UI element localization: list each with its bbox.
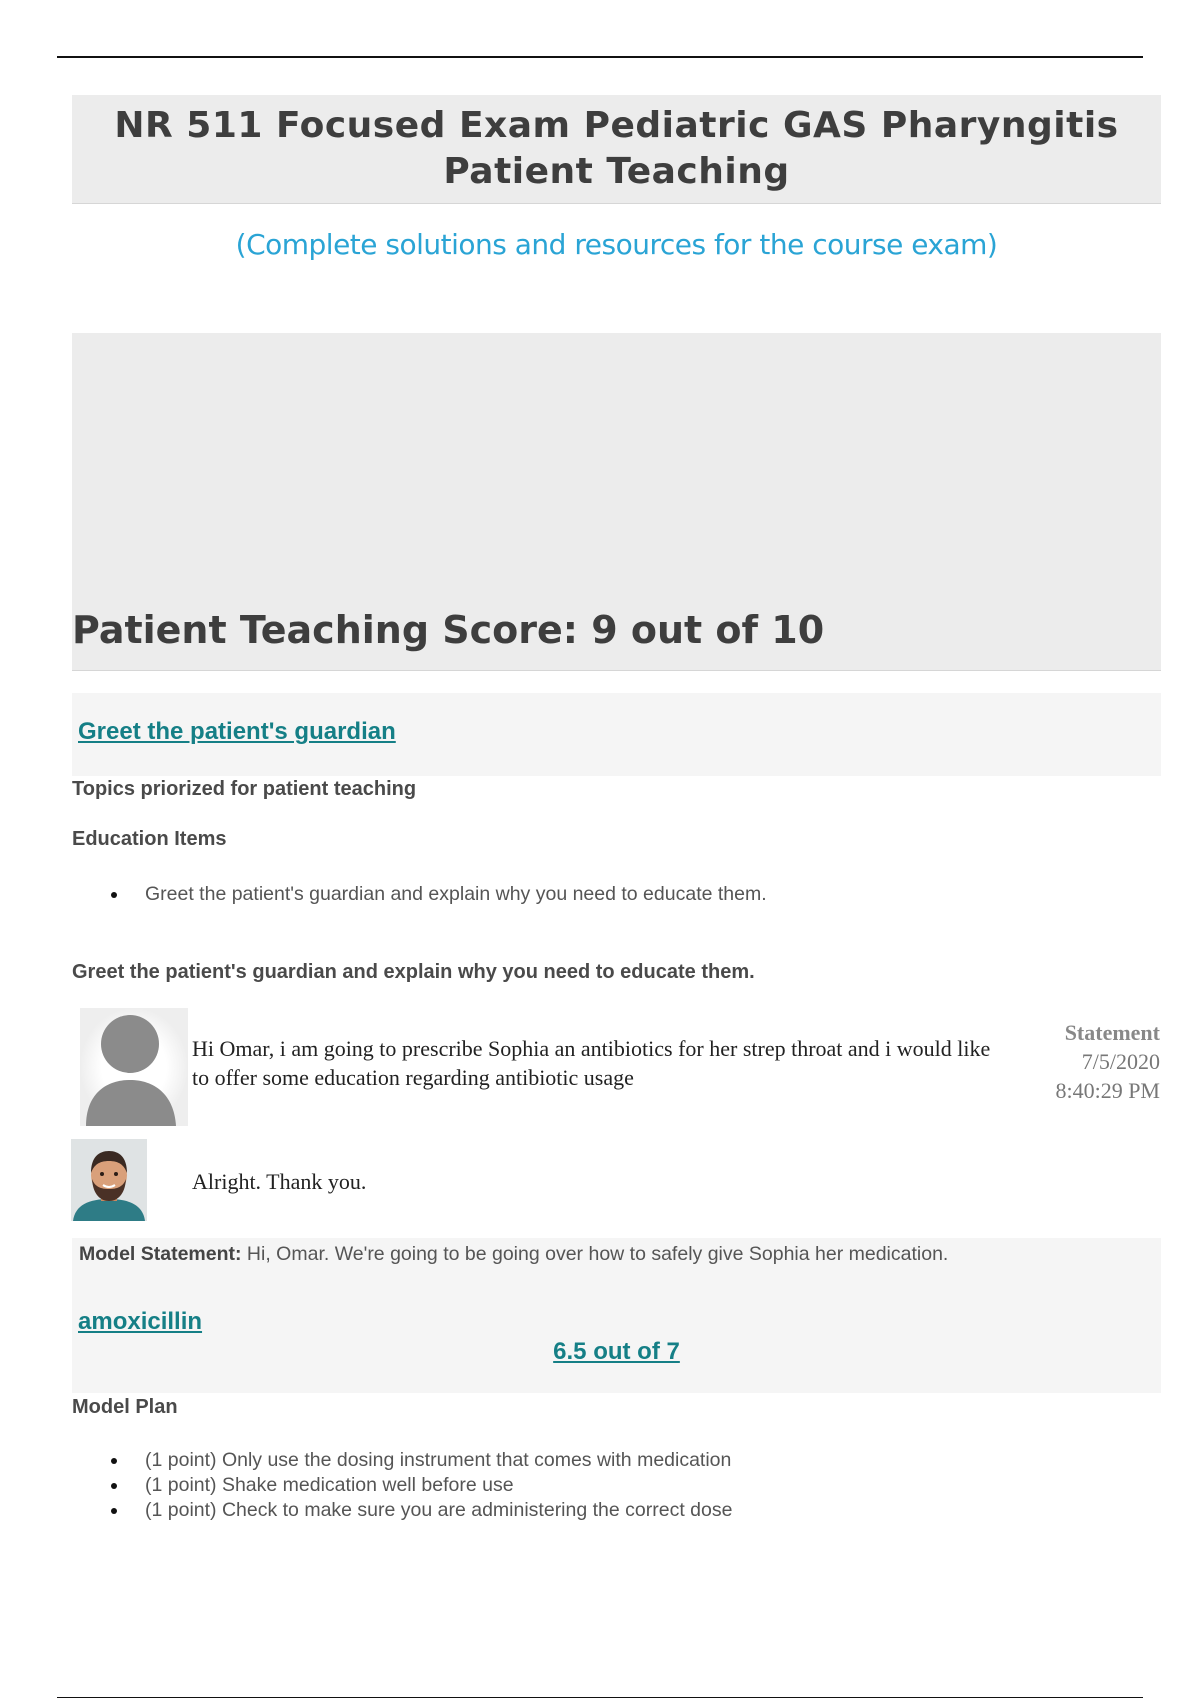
model-statement-box xyxy=(72,1238,1161,1393)
document-title: NR 511 Focused Exam Pediatric GAS Pharyngitis Patient Teaching xyxy=(114,105,1119,192)
amoxicillin-link[interactable]: amoxicillin xyxy=(78,1308,203,1335)
model-plan-list xyxy=(72,1448,732,1523)
education-items-label: Education Items xyxy=(72,828,227,850)
plan-item: (1 point) Shake medication well before use xyxy=(72,1473,732,1498)
question-heading: Greet the patient's guardian and explain why you need to educate them. xyxy=(72,961,755,983)
model-plan-label: Model Plan xyxy=(72,1396,178,1418)
model-statement-label: Model Statement: xyxy=(79,1243,242,1265)
message-date: 7/5/2020 xyxy=(1081,1049,1160,1074)
top-rule xyxy=(57,56,1143,58)
model-statement-text: Hi, Omar. We're going to be going over how to safely give Sophia her medication. xyxy=(241,1243,949,1265)
guardian-avatar-icon xyxy=(71,1139,147,1226)
message-time: 8:40:29 PM xyxy=(1055,1078,1160,1103)
bottom-rule xyxy=(57,1697,1143,1698)
plan-item: (1 point) Check to make sure you are administering the correct dose xyxy=(72,1498,732,1523)
greet-guardian-link[interactable]: Greet the patient's guardian xyxy=(78,718,396,745)
provider-avatar-icon xyxy=(80,1008,188,1131)
education-items-list xyxy=(72,882,767,907)
provider-message: Hi Omar, i am going to prescribe Sophia an antibiotics for her strep throat and i would like to offer some education regarding antibiotic usage xyxy=(192,1036,991,1090)
guardian-message: Alright. Thank you. xyxy=(192,1169,367,1194)
amoxicillin-score xyxy=(72,1338,1161,1366)
topics-label: Topics priorized for patient teaching xyxy=(72,778,417,800)
score-banner xyxy=(72,333,1161,671)
model-statement xyxy=(79,1243,948,1266)
amoxicillin-heading xyxy=(78,1308,202,1336)
score-heading: Patient Teaching Score: 9 out of 10 xyxy=(72,608,825,652)
plan-item: (1 point) Only use the dosing instrument that comes with medication xyxy=(72,1448,732,1473)
education-item: Greet the patient's guardian and explain why you need to educate them. xyxy=(72,882,767,907)
title-banner xyxy=(72,95,1161,204)
message-kind: Statement xyxy=(1064,1020,1160,1045)
amoxicillin-score-link[interactable]: 6.5 out of 7 xyxy=(553,1338,680,1365)
message-meta xyxy=(1055,1018,1160,1105)
section-header xyxy=(72,693,1161,776)
document-subtitle: (Complete solutions and resources for the course exam) xyxy=(235,228,998,261)
